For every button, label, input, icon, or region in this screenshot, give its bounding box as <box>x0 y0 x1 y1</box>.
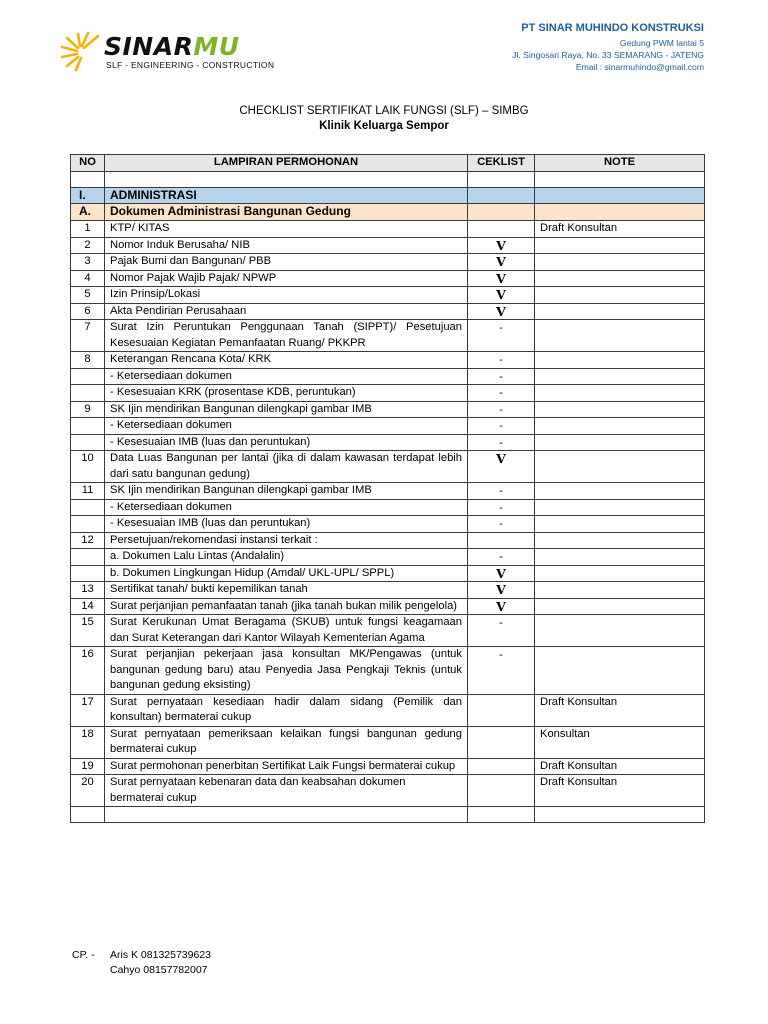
blank-row <box>71 171 705 187</box>
row-number: 5 <box>71 287 105 304</box>
row-lampiran: Surat perjanjian pekerjaan jasa konsultan MK/Pengawas (untuk bangunan gedung baru) atau Penyedia Jasa Pengkaji Teknis (untuk bangunan gedung eksisting) <box>105 647 468 695</box>
table-row <box>71 401 705 418</box>
document-title: CHECKLIST SERTIFIKAT LAIK FUNGSI (SLF) – SIMBG <box>239 105 529 117</box>
section-label: ADMINISTRASI <box>105 187 468 204</box>
row-note <box>535 451 705 483</box>
row-number: 9 <box>71 401 105 418</box>
header-note: NOTE <box>535 155 705 172</box>
company-name: PT SINAR MUHINDO KONSTRUKSI <box>521 22 704 34</box>
row-note <box>535 418 705 435</box>
header-ceklist: CEKLIST <box>468 155 535 172</box>
row-lampiran: Data Luas Bangunan per lantai (jika di dalam kawasan terdapat lebih dari satu bangunan gedung) <box>105 451 468 483</box>
row-number <box>71 565 105 582</box>
row-lampiran: Surat permohonan penerbitan Sertifikat Laik Fungsi bermaterai cukup <box>105 758 468 775</box>
row-note <box>535 565 705 582</box>
row-note <box>535 287 705 304</box>
row-lampiran: SK Ijin mendirikan Bangunan dilengkapi gambar IMB <box>105 401 468 418</box>
row-ceklist <box>468 726 535 758</box>
table-row <box>71 270 705 287</box>
table-row <box>71 287 705 304</box>
table-row <box>71 647 705 695</box>
row-note: Draft Konsultan <box>535 775 705 807</box>
table-row <box>71 532 705 549</box>
subsection-row <box>71 204 705 221</box>
table-row <box>71 368 705 385</box>
row-note <box>535 254 705 271</box>
row-number: 3 <box>71 254 105 271</box>
row-lampiran: - Kesesuaian IMB (luas dan peruntukan) <box>105 434 468 451</box>
row-note <box>535 237 705 254</box>
row-number: 1 <box>71 221 105 238</box>
row-ceklist <box>468 221 535 238</box>
row-ceklist: V <box>468 270 535 287</box>
row-ceklist: - <box>468 368 535 385</box>
row-lampiran: Surat pernyataan kebenaran data dan keabsahan dokumen bermaterai cukup <box>105 775 468 807</box>
row-ceklist <box>468 775 535 807</box>
table-row <box>71 598 705 615</box>
row-ceklist: - <box>468 483 535 500</box>
blank-row <box>71 807 705 823</box>
row-note <box>535 434 705 451</box>
row-number <box>71 368 105 385</box>
row-lampiran: Surat Kerukunan Umat Beragama (SKUB) untuk fungsi keagamaan dan Surat Keterangan dari Kantor Wilayah Kementerian Agama <box>105 615 468 647</box>
row-lampiran: Nomor Pajak Wajib Pajak/ NPWP <box>105 270 468 287</box>
row-lampiran: KTP/ KITAS <box>105 221 468 238</box>
row-number: 13 <box>71 582 105 599</box>
row-note <box>535 401 705 418</box>
row-ceklist: - <box>468 647 535 695</box>
row-note <box>535 368 705 385</box>
table-row <box>71 726 705 758</box>
logo-tagline: SLF - ENGINEERING - CONSTRUCTION <box>106 60 275 70</box>
row-lampiran: - Ketersediaan dokumen <box>105 499 468 516</box>
table-row <box>71 516 705 533</box>
contact-person: Cahyo 08157782007 <box>110 964 208 976</box>
row-ceklist: V <box>468 451 535 483</box>
row-lampiran: Surat Izin Peruntukan Penggunaan Tanah (SIPPT)/ Pesetujuan Kesesuaian Kegiatan Pemanfaatan Ruang/ PKKPR <box>105 320 468 352</box>
row-ceklist: - <box>468 320 535 352</box>
row-note <box>535 270 705 287</box>
row-note <box>535 385 705 402</box>
checklist-table <box>70 154 705 823</box>
row-ceklist: - <box>468 549 535 566</box>
sunburst-logo-icon <box>58 30 104 74</box>
row-ceklist: - <box>468 352 535 369</box>
row-number <box>71 418 105 435</box>
row-number: 11 <box>71 483 105 500</box>
table-row <box>71 237 705 254</box>
row-number: 19 <box>71 758 105 775</box>
row-number: 20 <box>71 775 105 807</box>
row-note <box>535 582 705 599</box>
table-row <box>71 694 705 726</box>
row-lampiran: Surat pernyataan pemeriksaan kelaikan fungsi bangunan gedung bermaterai cukup <box>105 726 468 758</box>
company-info <box>512 21 704 73</box>
row-lampiran: SK Ijin mendirikan Bangunan dilengkapi gambar IMB <box>105 483 468 500</box>
contact-footer <box>72 948 211 978</box>
row-ceklist: V <box>468 582 535 599</box>
row-number: 14 <box>71 598 105 615</box>
subsection-no: A. <box>71 204 105 221</box>
row-number: 18 <box>71 726 105 758</box>
row-note: Draft Konsultan <box>535 694 705 726</box>
row-lampiran: Surat perjanjian pemanfaatan tanah (jika tanah bukan milik pengelola) <box>105 598 468 615</box>
row-ceklist: V <box>468 598 535 615</box>
table-row <box>71 499 705 516</box>
row-number: 2 <box>71 237 105 254</box>
row-note <box>535 483 705 500</box>
table-header-row <box>71 155 705 172</box>
row-number: 16 <box>71 647 105 695</box>
company-logo <box>58 30 275 74</box>
header-no: NO <box>71 155 105 172</box>
row-ceklist: - <box>468 385 535 402</box>
row-number: 7 <box>71 320 105 352</box>
row-lampiran: Akta Pendirian Perusahaan <box>105 303 468 320</box>
row-ceklist: V <box>468 237 535 254</box>
table-row <box>71 303 705 320</box>
row-number <box>71 499 105 516</box>
company-building: Gedung PWM lantai 5 <box>619 38 704 48</box>
row-lampiran: a. Dokumen Lalu Lintas (Andalalin) <box>105 549 468 566</box>
table-row <box>71 549 705 566</box>
row-number <box>71 434 105 451</box>
row-note <box>535 647 705 695</box>
row-number <box>71 516 105 533</box>
row-ceklist <box>468 694 535 726</box>
row-ceklist: - <box>468 434 535 451</box>
company-address: Jl. Singosari Raya, No. 33 SEMARANG - JATENG <box>512 50 704 60</box>
row-lampiran: Pajak Bumi dan Bangunan/ PBB <box>105 254 468 271</box>
row-number: 12 <box>71 532 105 549</box>
row-number: 4 <box>71 270 105 287</box>
subsection-label: Dokumen Administrasi Bangunan Gedung <box>105 204 468 221</box>
row-lampiran: Nomor Induk Berusaha/ NIB <box>105 237 468 254</box>
table-row <box>71 385 705 402</box>
header-lampiran: LAMPIRAN PERMOHONAN <box>105 155 468 172</box>
section-row <box>71 187 705 204</box>
row-number: 6 <box>71 303 105 320</box>
row-ceklist: V <box>468 303 535 320</box>
row-note <box>535 598 705 615</box>
row-ceklist: - <box>468 418 535 435</box>
row-lampiran: Surat pernyataan kesediaan hadir dalam sidang (Pemilik dan konsultan) bermaterai cukup <box>105 694 468 726</box>
row-number: 15 <box>71 615 105 647</box>
table-row <box>71 221 705 238</box>
row-note: Draft Konsultan <box>535 758 705 775</box>
row-ceklist <box>468 532 535 549</box>
row-ceklist: V <box>468 254 535 271</box>
table-row <box>71 775 705 807</box>
row-ceklist: - <box>468 516 535 533</box>
row-lampiran: Persetujuan/rekomendasi instansi terkait : <box>105 532 468 549</box>
row-ceklist: V <box>468 287 535 304</box>
row-ceklist: - <box>468 401 535 418</box>
row-lampiran: - Kesesuaian KRK (prosentase KDB, peruntukan) <box>105 385 468 402</box>
row-number: 8 <box>71 352 105 369</box>
row-note <box>535 516 705 533</box>
row-note: Konsultan <box>535 726 705 758</box>
row-note <box>535 320 705 352</box>
company-email: Email : sinarmuhindo@gmail.com <box>575 62 704 72</box>
row-note <box>535 549 705 566</box>
row-lampiran: - Ketersediaan dokumen <box>105 418 468 435</box>
row-lampiran: Sertifikat tanah/ bukti kepemilikan tanah <box>105 582 468 599</box>
table-row <box>71 483 705 500</box>
row-note <box>535 303 705 320</box>
row-number <box>71 549 105 566</box>
row-lampiran: Izin Prinsip/Lokasi <box>105 287 468 304</box>
document-subtitle: Klinik Keluarga Sempor <box>319 120 449 132</box>
row-note <box>535 615 705 647</box>
table-row <box>71 565 705 582</box>
table-row <box>71 320 705 352</box>
row-note: Draft Konsultan <box>535 221 705 238</box>
row-lampiran: - Ketersediaan dokumen <box>105 368 468 385</box>
row-note <box>535 532 705 549</box>
row-note <box>535 352 705 369</box>
table-row <box>71 615 705 647</box>
row-ceklist: - <box>468 499 535 516</box>
table-row <box>71 451 705 483</box>
row-number: 10 <box>71 451 105 483</box>
row-note <box>535 499 705 516</box>
section-no: I. <box>71 187 105 204</box>
row-lampiran: Keterangan Rencana Kota/ KRK <box>105 352 468 369</box>
row-ceklist: V <box>468 565 535 582</box>
row-number <box>71 385 105 402</box>
table-row <box>71 758 705 775</box>
table-row <box>71 418 705 435</box>
table-row <box>71 434 705 451</box>
row-number: 17 <box>71 694 105 726</box>
row-ceklist <box>468 758 535 775</box>
table-row <box>71 352 705 369</box>
row-lampiran: b. Dokumen Lingkungan Hidup (Amdal/ UKL-UPL/ SPPL) <box>105 565 468 582</box>
contact-label: CP. - <box>72 949 95 961</box>
table-row <box>71 582 705 599</box>
table-row <box>71 254 705 271</box>
row-lampiran: - Kesesuaian IMB (luas dan peruntukan) <box>105 516 468 533</box>
logo-wordmark: SINARMU <box>104 32 240 61</box>
contact-person: Aris K 081325739623 <box>110 949 211 961</box>
row-ceklist: - <box>468 615 535 647</box>
